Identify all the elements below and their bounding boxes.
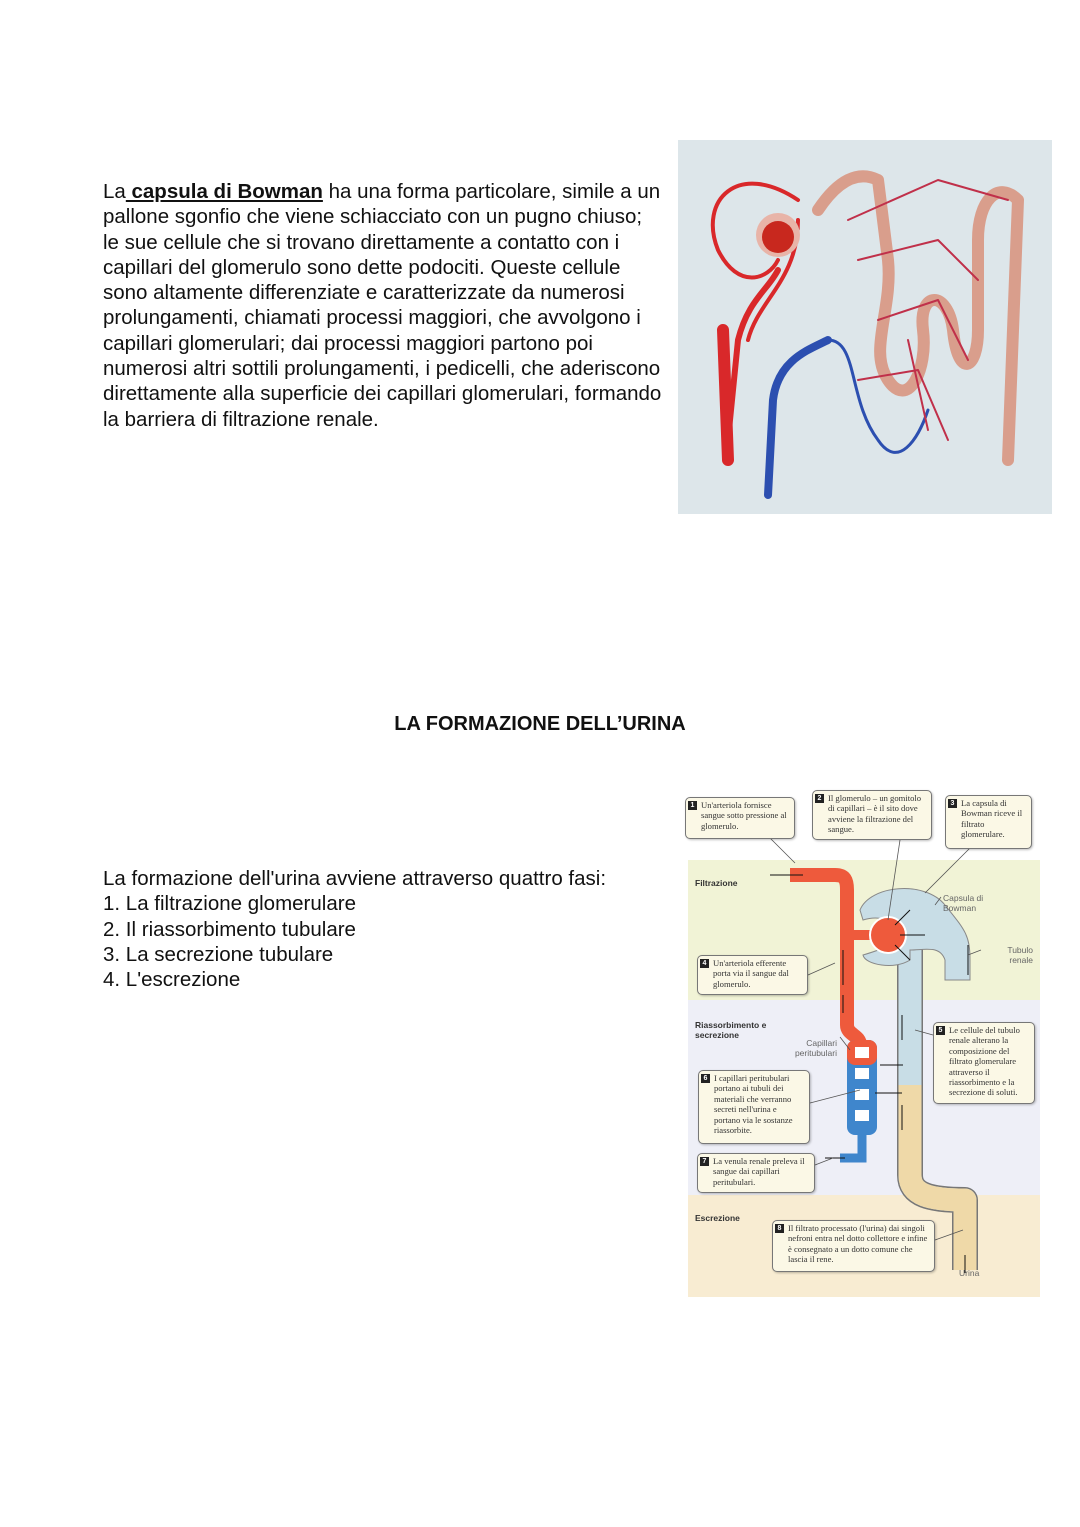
callout-number: 6 <box>701 1074 710 1083</box>
zone-label-excretion: Escrezione <box>695 1213 740 1223</box>
callout-text: Le cellule del tubulo renale alterano la composizione del filtrato glomerulare attraverso il riassorbimento e la secrezione di soluti. <box>949 1025 1020 1098</box>
paragraph-text: ha una forma particolare, simile a un pallone sgonfio che viene schiacciato con un pugno chiuso; le sue cellule che si trovano direttamente a contatto con i capillari del glomerulo sono dette podociti. Queste cellule sono altamente differenziate e caratterizzate da numerosi prolungamenti, chiamati processi maggiori, che avvolgono i capillari glomerulari; dai processi maggiori partono poi numerosi altri sottili prolungamenti, i pedicelli, che aderiscono direttamente alla superficie dei capillari glomerulari, formando la barriera di filtrazione renale. <box>103 180 662 431</box>
callout-text: Il filtrato processato (l'urina) dai singoli nefroni entra nel dotto collettore e infine è consegnato a un dotto comune che lascia il rene. <box>788 1223 928 1265</box>
label-tubule: Tubulo renale <box>1007 945 1033 965</box>
callout-7 <box>697 1153 815 1193</box>
callout-text: I capillari peritubulari portano ai tubuli dei materiali che verranno secreti nell'urina e portano via le sostanze riassorbite. <box>714 1073 793 1136</box>
callout-3 <box>945 795 1032 849</box>
nephron-illustration <box>678 140 1052 514</box>
urine-formation-intro <box>103 866 606 992</box>
callout-number: 3 <box>948 799 957 808</box>
callout-text: La venula renale preleva il sangue dai capillari peritubulari. <box>713 1156 805 1187</box>
callout-number: 2 <box>815 794 824 803</box>
callout-text: Un'arteriola fornisce sangue sotto pressione al glomerulo. <box>701 800 787 831</box>
label-capsule: Capsula di Bowman <box>943 893 984 913</box>
callout-1 <box>685 797 795 839</box>
callout-2 <box>812 790 932 840</box>
callout-text: La capsula di Bowman riceve il filtrato glomerulare. <box>961 798 1023 840</box>
callout-6 <box>698 1070 810 1144</box>
callout-8 <box>772 1220 935 1272</box>
label-capillaries: Capillari peritubulari <box>794 1038 837 1058</box>
zone-label-reabsorption: Riassorbimento e secrezione <box>695 1020 767 1040</box>
step-item: 3. La secrezione tubulare <box>103 942 334 966</box>
callout-number: 1 <box>688 801 697 810</box>
callout-number: 4 <box>700 959 709 968</box>
bowman-capsule-term: capsula di Bowman <box>125 180 323 203</box>
section-title: LA FORMAZIONE DELL’URINA <box>394 713 686 735</box>
zone-label-filtration: Filtrazione <box>695 878 738 888</box>
step-item: 1. La filtrazione glomerulare <box>103 892 356 916</box>
callout-number: 8 <box>775 1224 784 1233</box>
intro-text: La formazione dell'urina avviene attraverso quattro fasi: <box>103 867 607 890</box>
urine-formation-diagram <box>685 785 1045 1300</box>
callout-4 <box>697 955 808 995</box>
bowman-capsule-paragraph <box>103 179 663 432</box>
paragraph-prefix: La <box>103 180 126 203</box>
callout-5 <box>933 1022 1035 1104</box>
callout-number: 7 <box>700 1157 709 1166</box>
step-item: 2. Il riassorbimento tubulare <box>103 917 356 941</box>
label-urine: Urina <box>959 1268 980 1278</box>
callout-text: Un'arteriola efferente porta via il sangue dal glomerulo. <box>713 958 789 989</box>
callout-number: 5 <box>936 1026 945 1035</box>
callout-text: Il glomerulo – un gomitolo di capillari – è il sito dove avviene la filtrazione del sangue. <box>828 793 922 835</box>
step-item: 4. L'escrezione <box>103 968 241 992</box>
